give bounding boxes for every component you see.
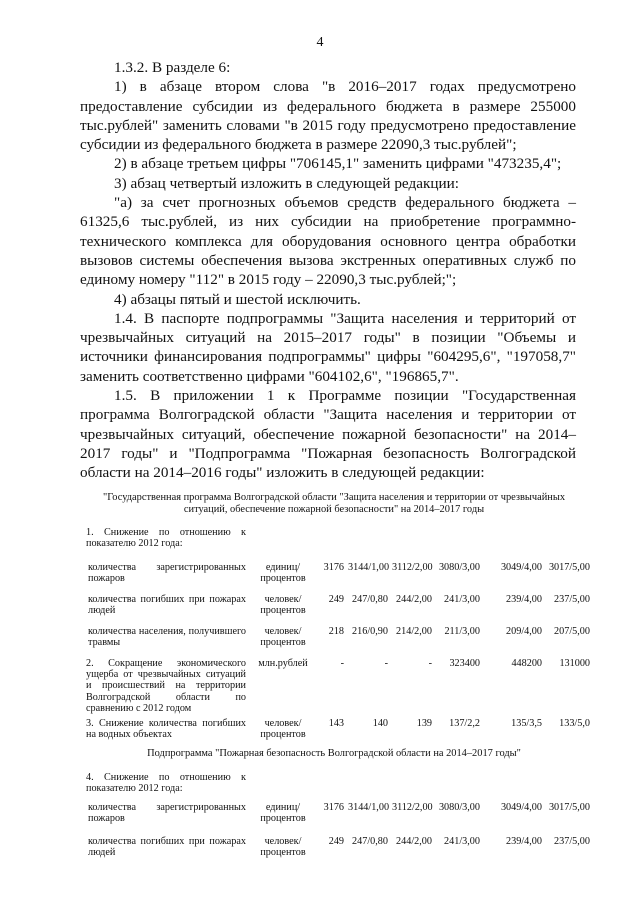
value-cell: 3017/5,00 (548, 802, 590, 813)
paragraph: 1.3.2. В разделе 6: (114, 59, 231, 76)
value-cell: 214/2,00 (396, 626, 432, 637)
value-cell: 237/5,00 (554, 836, 590, 847)
value-cell: 3049/4,00 (500, 802, 542, 813)
value-cell: 209/4,00 (506, 626, 542, 637)
value-cell: 218 (328, 626, 344, 637)
value-cell: 448200 (511, 658, 542, 669)
indicator-unit: человек/ процентов (260, 626, 306, 649)
value-cell: 3112/2,00 (392, 802, 433, 813)
indicator-name: 2. Сокращение экономического ущерба от чрезвычайных ситуаций и происшествий на территории Волгоградской области по сравнению с 2012 годом (86, 658, 246, 714)
value-cell: 3080/3,00 (438, 802, 480, 813)
indicator-unit: единиц/ процентов (260, 562, 306, 585)
value-cell: 323400 (449, 658, 480, 669)
value-cell: 241/3,00 (444, 836, 480, 847)
value-cell: 3176 (323, 562, 344, 573)
indicator-unit: единиц/ процентов (260, 802, 306, 825)
value-cell: 3144/1,00 (348, 562, 390, 573)
value-cell: 241/3,00 (444, 594, 480, 605)
paragraph: 3) абзац четвертый изложить в следующей редакции: (114, 174, 459, 192)
value-cell: 3017/5,00 (548, 562, 590, 573)
value-cell: 207/5,00 (554, 626, 590, 637)
paragraph: 1.4. В паспорте подпрограммы "Защита населения и территорий от чрезвычайных ситуаций на 2015–2017 годы" в позиции "Объемы и источники финансирования подпрограммы" цифры "604295,6", "197058,7" заменить соответственно цифрами "604102,6", "196865,7". (80, 309, 576, 385)
indicator-name: 3. Снижение количества погибших на водных объектах (86, 718, 246, 741)
page-number: 4 (316, 35, 324, 50)
indicator-unit: человек/ процентов (260, 836, 306, 859)
value-cell: 249 (328, 836, 344, 847)
value-cell: 3049/4,00 (500, 562, 542, 573)
value-cell: - (340, 658, 344, 669)
value-cell: 131000 (559, 658, 590, 669)
value-cell: 237/5,00 (554, 594, 590, 605)
indicator-unit: млн.рублей (258, 658, 308, 669)
value-cell: 133/5,0 (559, 718, 590, 729)
indicator-name: количества зарегистрированных пожаров (88, 802, 246, 825)
value-cell: 137/2,2 (449, 718, 480, 729)
value-cell: 216/0,90 (352, 626, 388, 637)
value-cell: 3144/1,00 (348, 802, 390, 813)
value-cell: 239/4,00 (506, 594, 542, 605)
value-cell: 3176 (323, 802, 344, 813)
value-cell: 139 (416, 718, 432, 729)
value-cell: 239/4,00 (506, 836, 542, 847)
indicator-name: количества погибших при пожарах людей (88, 836, 246, 859)
value-cell: 249 (328, 594, 344, 605)
indicator-name: 4. Снижение по отношению к показателю 2012 года: (86, 772, 246, 795)
subprogram-title: Подпрограмма "Пожарная безопасность Волгоградской области на 2014–2017 годы" (147, 748, 521, 759)
paragraph: 1.5. В приложении 1 к Программе позиции "Государственная программа Волгоградской области "Защита населения и территории от чрезвычайных ситуаций, обеспечение пожарной безопасности" на 2014–2017 годы" и "Подпрограмма "Пожарная безопасность Волгоградской области на 2014–2016 годы" изложить в следующей редакции: (80, 387, 576, 482)
value-cell: 247/0,80 (352, 594, 388, 605)
indicator-name: 1. Снижение по отношению к показателю 2012 года: (86, 527, 246, 550)
indicator-name: количества погибших при пожарах людей (88, 594, 246, 617)
value-cell: 3112/2,00 (392, 562, 433, 573)
value-cell: 143 (328, 718, 344, 729)
amendment-text (80, 58, 576, 483)
value-cell: 211/3,00 (444, 626, 480, 637)
table-title: "Государственная программа Волгоградской области "Защита населения и территории от чрезвычайных ситуаций, обеспечение пожарной безопасности" на 2014–2017 годы (102, 492, 566, 515)
indicator-unit: человек/ процентов (260, 718, 306, 741)
value-cell: - (428, 658, 432, 669)
value-cell: 244/2,00 (396, 836, 432, 847)
paragraph: 4) абзацы пятый и шестой исключить. (114, 290, 361, 308)
value-cell: 247/0,80 (352, 836, 388, 847)
indicator-unit: человек/ процентов (260, 594, 306, 617)
paragraph: "а) за счет прогнозных объемов средств федерального бюджета – 61325,6 тыс.рублей, из них субсидии на приобретение программно-технического комплекса для оборудования основного центра обработки вызовов системы обеспечения вызова экстренных оперативных служб по единому номеру "112" в 2015 году – 22090,3 тыс.рублей;"; (80, 194, 576, 289)
value-cell: 135/3,5 (511, 718, 542, 729)
value-cell: 140 (372, 718, 388, 729)
paragraph: 2) в абзаце третьем цифры "706145,1" заменить цифрами "473235,4"; (114, 155, 562, 173)
value-cell: - (384, 658, 388, 669)
paragraph: 1) в абзаце втором слова "в 2016–2017 годах предусмотрено предоставление субсидии из федерального бюджета в размере 255000 тыс.рублей" заменить словами "в 2015 году предусмотрено предоставление субсидии из федерального бюджета в размере 22090,3 тыс.рублей"; (80, 78, 576, 154)
value-cell: 3080/3,00 (438, 562, 480, 573)
value-cell: 244/2,00 (396, 594, 432, 605)
indicator-name: количества населения, получившего травмы (88, 626, 246, 649)
indicator-name: количества зарегистрированных пожаров (88, 562, 246, 585)
